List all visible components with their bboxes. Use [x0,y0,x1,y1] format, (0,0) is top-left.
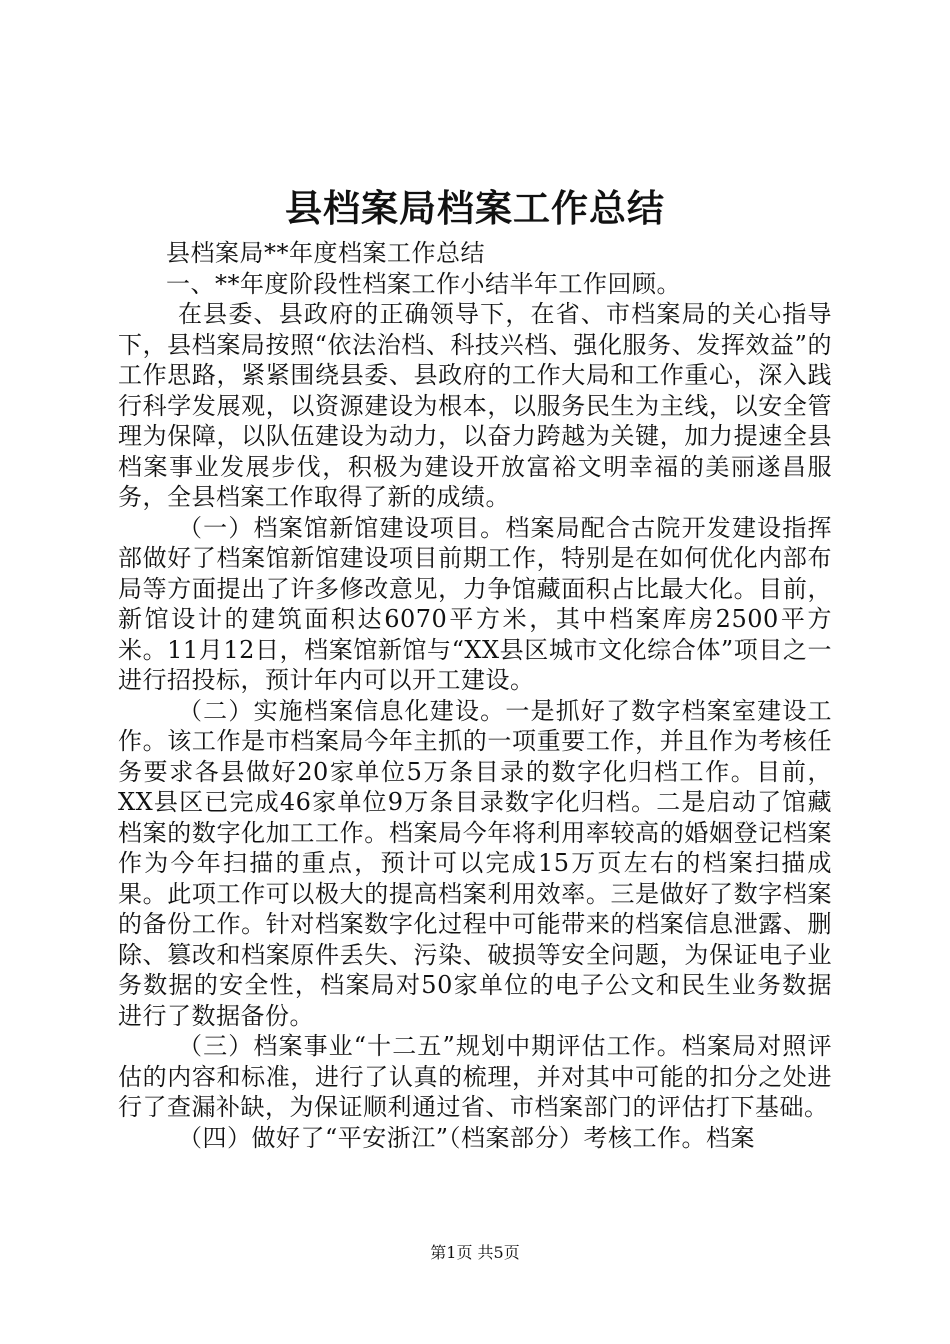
document-title: 县档案局档案工作总结 [285,186,665,230]
page-footer: 第1页 共5页 [430,1243,520,1262]
paragraph-item-1: （一）档案馆新馆建设项目。档案局配合古院开发建设指挥部做好了档案馆新馆建设项目前期工作，特别是在如何优化内部布局等方面提出了许多修改意见，力争馆藏面积占比最大化。目前，新馆设计的建筑面积达6070平方米，其中档案库房2500平方米。11月12日，档案馆新馆与“XX县区城市文化综合体”项目之一进行招投标，预计年内可以开工建设。 [118,513,832,694]
paragraph-item-2: （二）实施档案信息化建设。一是抓好了数字档案室建设工作。该工作是市档案局今年主抓的一项重要工作，并且作为考核任务要求各县做好20家单位5万条目录的数字化归档工作。目前，XX县区已完成46家单位9万条目录数字化归档。二是启动了馆藏档案的数字化加工工作。档案局今年将利用率较高的婚姻登记档案作为今年扫描的重点，预计可以完成15万页左右的档案扫描成果。此项工作可以极大的提高档案利用效率。三是做好了数字档案的备份工作。针对档案数字化过程中可能带来的档案信息泄露、删除、篡改和档案原件丢失、污染、破损等安全问题，为保证电子业务数据的安全性，档案局对50家单位的电子公文和民生业务数据进行了数据备份。 [118,696,832,1030]
paragraph-item-4: （四）做好了“平安浙江”（档案部分）考核工作。档案 [178,1123,756,1152]
paragraph-item-3: （三）档案事业“十二五”规划中期评估工作。档案局对照评估的内容和标准，进行了认真的梳理，并对其中可能的扣分之处进行了查漏补缺，为保证顺利通过省、市档案部门的评估打下基础。 [118,1032,832,1121]
document-body [118,238,832,1153]
paragraph-subtitle: 县档案局**年度档案工作总结 [166,239,485,267]
paragraph-section-heading: 一、**年度阶段性档案工作小结半年工作回顾。 [166,269,681,298]
paragraph-intro: 在县委、县政府的正确领导下，在省、市档案局的关心指导下，县档案局按照“依法治档、科技兴档、强化服务、发挥效益”的工作思路，紧紧围绕县委、县政府的工作大局和工作重心，深入践行科学发展观，以资源建设为根本，以服务民生为主线，以安全管理为保障，以队伍建设为动力，以奋力跨越为关键，加力提速全县档案事业发展步伐，积极为建设开放富裕文明幸福的美丽遂昌服务，全县档案工作取得了新的成绩。 [118,300,832,511]
